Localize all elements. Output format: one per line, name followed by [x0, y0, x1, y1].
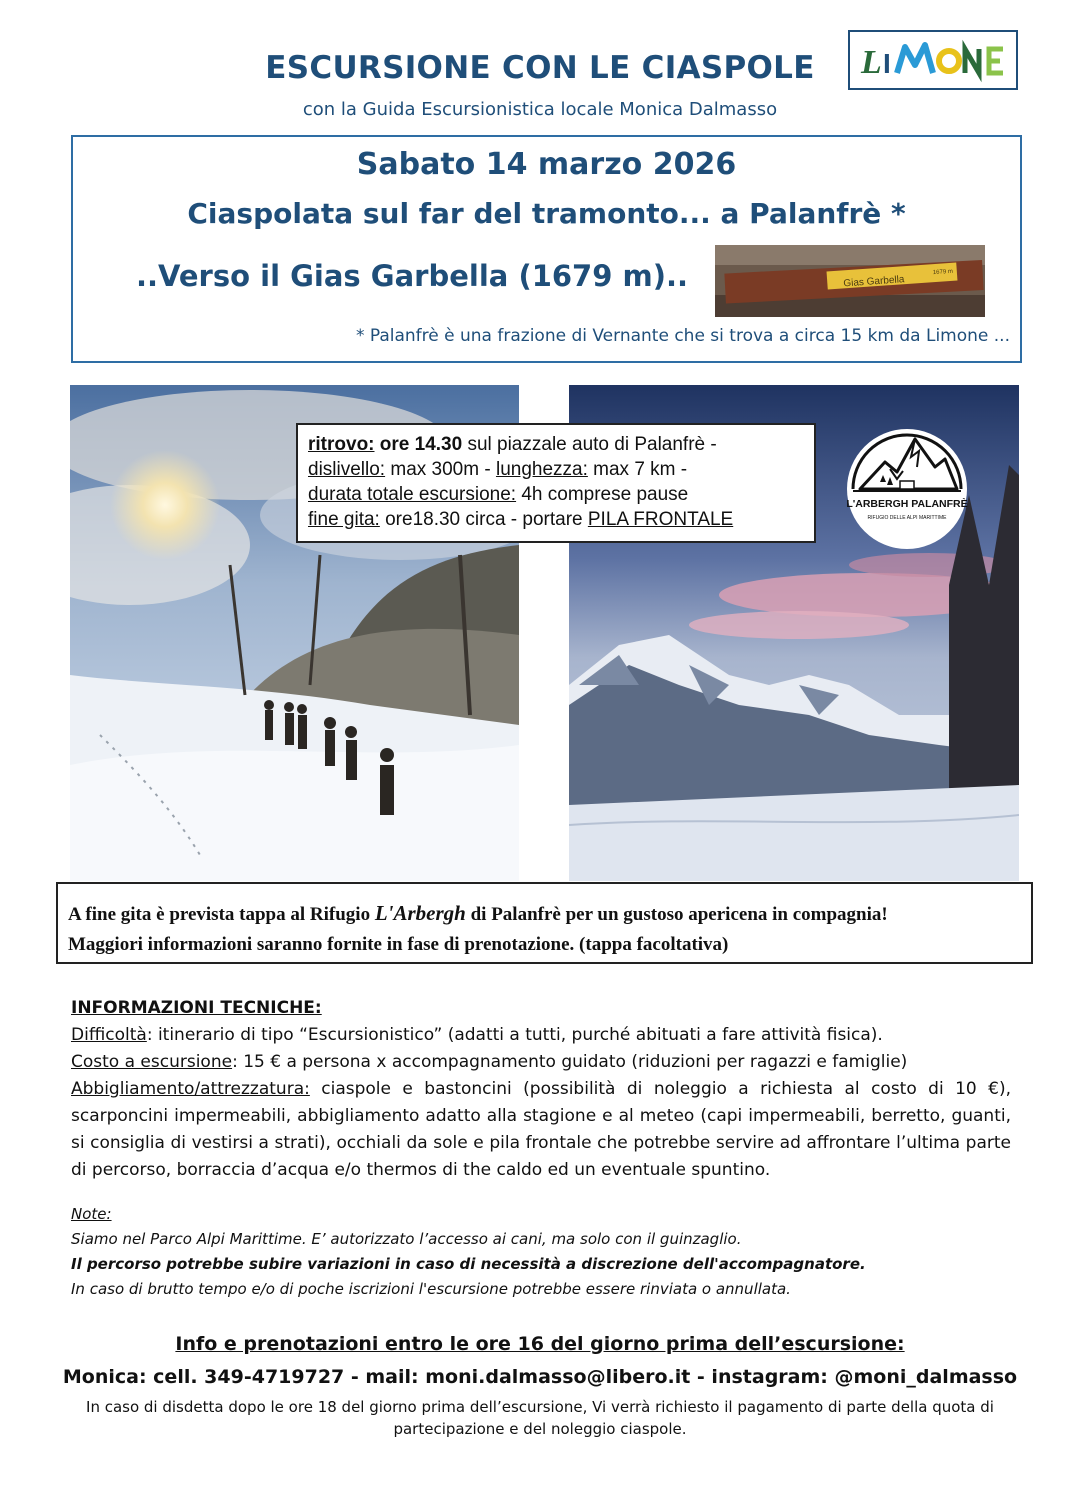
difficolta-label: Difficoltà — [71, 1025, 147, 1045]
technical-info-section — [71, 995, 1011, 1184]
pila-frontale: PILA FRONTALE — [587, 509, 734, 530]
cancellation-note: In caso di disdetta dopo le ore 18 del giorno prima dell’escursione, Vi verrà richiesto il pagamento di parte della quota di partecipazione e del noleggio ciaspole. — [86, 1398, 994, 1438]
difficolta-paragraph — [71, 1022, 1011, 1049]
arbergh-palanfre-logo — [845, 427, 970, 552]
fine-gita-label: fine gita: — [308, 509, 380, 530]
arbergh-name: L'ARBERGH PALANFRÈ — [846, 498, 968, 510]
fine-gita-value: ore18.30 circa - portare — [379, 509, 588, 530]
event-box — [71, 135, 1022, 363]
note-line-1-b: di Palanfrè per un gustoso apericena in compagnia! — [465, 904, 888, 925]
ritrovo-line — [308, 432, 804, 457]
notes-line-1: Siamo nel Parco Alpi Marittime. E’ autorizzato l’accesso ai cani, ma solo con il guinzaglio. — [71, 1230, 742, 1248]
costo-label: Costo a escursione — [71, 1052, 233, 1072]
costo-paragraph — [71, 1049, 1011, 1076]
notes-line-3: In caso di brutto tempo e/o di poche iscrizioni l'escursione potrebbe essere rinviata o annullata. — [71, 1280, 791, 1298]
abbigliamento-paragraph — [71, 1076, 1011, 1184]
notes-line-2: Il percorso potrebbe subire variazioni in caso di necessità a discrezione dell'accompagnatore. — [71, 1255, 866, 1273]
lunghezza-value: max 7 km - — [587, 459, 688, 480]
contact-heading: Info e prenotazioni entro le ore 16 del giorno prima dell’escursione: — [175, 1333, 905, 1355]
page-title: ESCURSIONE CON LE CIASPOLE — [265, 50, 815, 86]
dislivello-label: dislivello: — [308, 459, 386, 480]
logo-letter-l: L — [861, 44, 882, 81]
sign-text: Gias Garbella — [843, 274, 905, 290]
tech-heading: INFORMAZIONI TECNICHE: — [71, 998, 322, 1018]
event-destination: ..Verso il Gias Garbella (1679 m).. — [136, 259, 689, 293]
logo-letter-n — [965, 49, 979, 73]
contact-line: Monica: cell. 349-4719727 - mail: moni.dalmasso@libero.it - instagram: @moni_dalmasso — [62, 1366, 1018, 1388]
notes-heading: Note: — [71, 1205, 112, 1223]
event-name: Ciaspolata sul far del tramonto... a Palanfrè * — [187, 197, 906, 230]
difficolta-text: : itinerario di tipo “Escursionistico” (adatti a tutti, purché abituati a fare attività fisica). — [146, 1025, 883, 1045]
limone-logo — [848, 30, 1018, 90]
logo-letter-o — [939, 51, 959, 71]
logo-letter-i: I — [883, 48, 891, 79]
gias-garbella-sign-photo — [715, 245, 985, 317]
note-line-2: Maggiori informazioni saranno fornite in fase di prenotazione. (tappa facoltativa) — [68, 934, 729, 955]
notes-section — [71, 1202, 1011, 1302]
logo-letter-m — [897, 45, 933, 73]
trip-info-box — [296, 423, 816, 543]
ritrovo-label: ritrovo: — [308, 434, 375, 455]
durata-value: 4h comprese pause — [516, 484, 689, 505]
fine-gita-line — [308, 507, 804, 532]
event-footnote: * Palanfrè è una frazione di Vernante che si trova a circa 15 km da Limone ... — [355, 326, 1010, 346]
costo-text: : 15 € a persona x accompagnamento guidato (riduzioni per ragazzi e famiglie) — [232, 1052, 908, 1072]
abbigliamento-text: ciaspole e bastoncini (possibilità di noleggio a richiesta al costo di 10 €), scarponcini impermeabili, abbigliamento adatto alla stagione e al meteo (capi impermeabili, berretto, guanti, si consiglia di vestirsi a strati), occhiali da sole e pila frontale che potrebbe servire ad affrontare l’ultima parte di percorso, borraccia d’acqua e/o thermos di the caldo ed un eventuale spuntino. — [71, 1079, 1011, 1180]
sign-altitude: 1679 m — [932, 268, 954, 277]
durata-line — [308, 482, 804, 507]
note-line-1-a: A fine gita è prevista tappa al Rifugio — [68, 904, 375, 925]
dislivello-line — [308, 457, 804, 482]
ritrovo-rest: sul piazzale auto di Palanfrè - — [462, 434, 717, 455]
page-subtitle: con la Guida Escursionistica locale Monica Dalmasso — [302, 99, 778, 120]
event-date: Sabato 14 marzo 2026 — [356, 147, 737, 182]
lunghezza-label: lunghezza: — [495, 459, 588, 480]
apericena-note-box — [56, 882, 1033, 964]
arbergh-script-text: L'Arbergh — [374, 901, 466, 925]
dislivello-value: max 300m - — [385, 459, 496, 480]
arbergh-sub: RIFUGIO DELLE ALPI MARITTIME — [867, 515, 947, 521]
ritrovo-value: ore 14.30 — [374, 434, 463, 455]
note-line-1 — [68, 898, 1031, 930]
abbigliamento-label: Abbigliamento/attrezzatura: — [71, 1079, 310, 1099]
logo-letter-e — [989, 49, 1003, 73]
durata-label: durata totale escursione: — [308, 484, 517, 505]
